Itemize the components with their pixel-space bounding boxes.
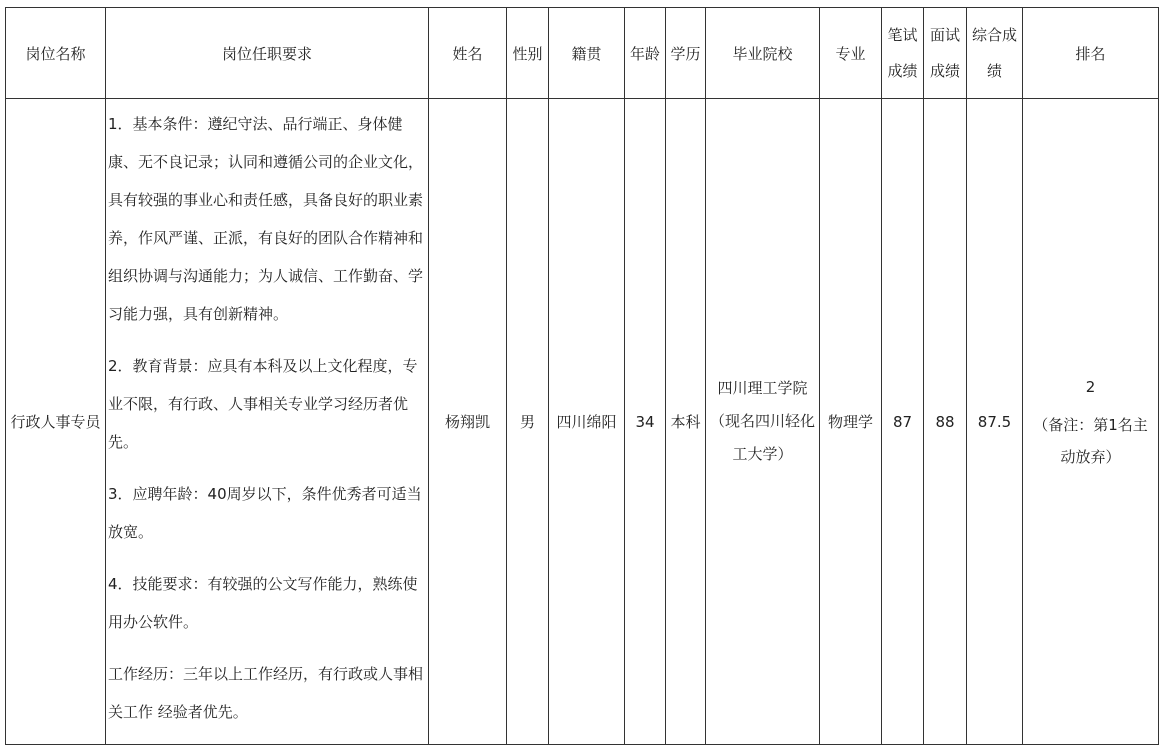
header-school: 毕业院校	[706, 8, 820, 99]
header-education: 学历	[666, 8, 706, 99]
requirement-age: 3．应聘年龄：40周岁以下，条件优秀者可适当放宽。	[108, 485, 422, 541]
school-line-2: （现名四川轻化	[709, 412, 815, 430]
cell-school	[706, 99, 820, 745]
header-interview-score-line-1: 面试	[929, 26, 960, 44]
cell-written-score: 87	[882, 99, 924, 745]
cell-name: 杨翔凯	[429, 99, 507, 745]
cell-rank	[1023, 99, 1159, 745]
results-table	[5, 7, 1159, 745]
cell-major: 物理学	[820, 99, 882, 745]
header-age: 年龄	[625, 8, 666, 99]
header-written-score	[882, 8, 924, 99]
header-written-score-line-2: 成绩	[887, 62, 918, 80]
header-written-score-line-1: 笔试	[887, 26, 918, 44]
cell-gender: 男	[507, 99, 549, 745]
header-interview-score	[924, 8, 967, 99]
cell-native-place: 四川绵阳	[549, 99, 625, 745]
header-requirements: 岗位任职要求	[106, 8, 429, 99]
school-line-3: 工大学）	[732, 445, 793, 463]
header-position: 岗位名称	[6, 8, 106, 99]
requirement-education: 2．教育背景：应具有本科及以上文化程度，专业不限，有行政、人事相关专业学习经历者优先。	[108, 357, 418, 451]
header-row	[6, 8, 1159, 99]
rank-note-line-1: （备注：第1名主	[1033, 415, 1148, 434]
header-gender: 性别	[507, 8, 549, 99]
cell-interview-score: 88	[924, 99, 967, 745]
requirement-experience: 工作经历：三年以上工作经历，有行政或人事相关工作 经验者优先。	[108, 665, 424, 721]
header-total-score	[967, 8, 1023, 99]
cell-age: 34	[625, 99, 666, 745]
cell-requirements	[106, 99, 429, 745]
header-native-place: 籍贯	[549, 8, 625, 99]
header-total-score-line-2: 绩	[986, 62, 1002, 80]
cell-position: 行政人事专员	[6, 99, 106, 745]
cell-education: 本科	[666, 99, 706, 745]
rank-value: 2	[1085, 377, 1096, 396]
requirement-skills: 4．技能要求：有较强的公文写作能力，熟练使用办公软件。	[108, 575, 418, 631]
table-row	[6, 99, 1159, 745]
requirement-basic: 1．基本条件：遵纪守法、品行端正、身体健康、无不良记录；认同和遵循公司的企业文化，具有较强的事业心和责任感，具备良好的职业素养，作风严谨、正派，有良好的团队合作精神和组织协调与沟通能力；为人诚信、工作勤奋、学习能力强，具有创新精神。	[108, 115, 424, 323]
header-rank: 排名	[1023, 8, 1159, 99]
cell-total-score: 87.5	[967, 99, 1023, 745]
rank-note-line-2: 动放弃）	[1060, 447, 1121, 466]
school-line-1: 四川理工学院	[717, 379, 808, 397]
header-name: 姓名	[429, 8, 507, 99]
header-total-score-line-1: 综合成	[971, 26, 1017, 44]
header-interview-score-line-2: 成绩	[929, 62, 960, 80]
header-major: 专业	[820, 8, 882, 99]
